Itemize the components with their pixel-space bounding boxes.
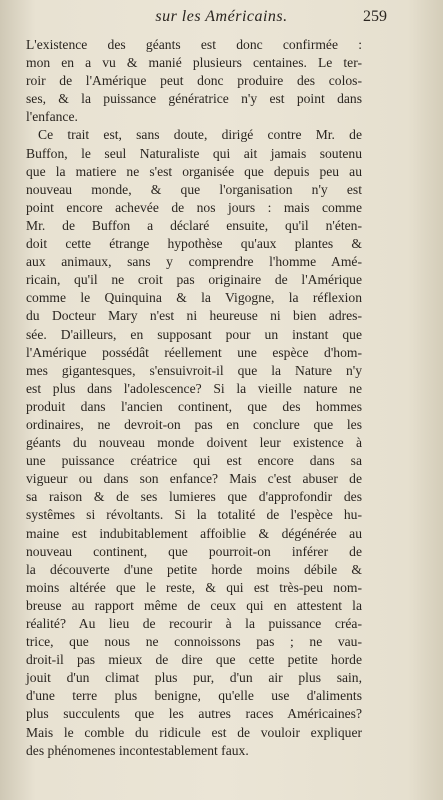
text-line: jouit d'un climat plus pur, d'un air plus sain, — [26, 670, 362, 686]
text-line: Mais le comble du ridicule est de vouloir expliquer — [26, 724, 362, 740]
text-line: comme le Quinquina & la Vigogne, la réflexion — [26, 290, 362, 306]
page-body-text — [26, 36, 362, 760]
text-line: systêmes si révoltants. Si la totalité de l'espèce hu- — [26, 507, 362, 523]
text-line: sa raison & de ses lumieres que d'approfondir des — [26, 489, 362, 505]
text-line: point encore achevée de nos jours : mais comme — [26, 199, 362, 215]
text-line: moins altérée que le reste, & qui est très-peu nom- — [26, 579, 362, 595]
text-line: une puissance créatrice qui est encore dans sa — [26, 453, 362, 469]
text-line: du Docteur Mary n'est ni heureuse ni bien adres- — [26, 308, 362, 324]
text-line: ordinaires, ne devroit-on pas en conclure que les — [26, 416, 362, 432]
text-line: aux animaux, sans y comprendre l'homme Amé- — [26, 254, 362, 270]
text-line: nouveau continent, que pourroit-on inférer de — [26, 543, 362, 559]
text-line: trice, que nous ne connoissons pas ; ne vau- — [26, 634, 362, 650]
text-line: mon en a vu & manié plusieurs centaines. Le ter- — [26, 55, 362, 71]
text-line: d'une terre plus benigne, qu'elle use d'aliments — [26, 688, 362, 704]
text-line: la découverte d'une petite horde moins débile & — [26, 561, 362, 577]
paragraph-continuation — [26, 36, 362, 54]
text-line: nouveau monde, & que l'organisation n'y est — [26, 181, 362, 197]
text-line: des phénomenes incontestablement faux. — [26, 742, 249, 758]
text-line: plus succulents que les autres races Américaines? — [26, 706, 362, 722]
text-line: ses, & la puissance génératrice n'y est point dans — [26, 91, 362, 107]
text-line: produit dans l'ancien continent, que des hommes — [26, 398, 362, 414]
running-head: sur les Américains. — [155, 8, 288, 25]
text-line: roir de l'Amérique peut donc produire des colos- — [26, 73, 362, 89]
text-line: Mr. de Buffon a déclaré ensuite, qu'il n'éten- — [26, 217, 362, 233]
page-number: 259 — [363, 8, 387, 25]
text-line: ricain, qu'il ne croit pas originaire de l'Amérique — [26, 272, 362, 288]
paragraph-1 — [26, 54, 362, 126]
text-line: réalité? Au lieu de recourir à la puissance créa- — [26, 616, 362, 631]
text-line: que la matiere ne s'est organisée que depuis peu au — [26, 163, 362, 179]
text-line: maine est indubitablement affoiblie & dégénérée au — [26, 525, 362, 541]
text-line: mes gigantesques, s'ensuivroit-il que la Nature n'y — [26, 362, 362, 378]
text-line: est plus dans l'adolescence? Si la vieille nature ne — [26, 380, 362, 396]
text-line: l'enfance. — [26, 109, 78, 125]
text-line: sée. D'ailleurs, en supposant pour un instant que — [26, 326, 362, 342]
text-line: droit-il pas mieux de dire que cette petite horde — [26, 652, 362, 668]
text-line: géants du nouveau monde doivent leur existence à — [26, 435, 362, 451]
text-line: Ce trait est, sans doute, dirigé contre Mr. de — [38, 127, 362, 143]
text-line: doit cette étrange hypothèse qu'aux plantes & — [26, 236, 362, 252]
paragraph-2 — [26, 126, 362, 759]
text-line: breuse au rapport même de ceux qui en attestent la — [26, 597, 362, 613]
text-line: vigueur ou dans son enfance? Mais c'est abuser de — [26, 471, 362, 487]
page-header — [0, 8, 443, 30]
text-line: l'Amérique possédât réellement une espèce d'hom- — [26, 344, 362, 360]
text-line: Buffon, le seul Naturaliste qui ait jamais soutenu — [26, 145, 362, 161]
text-line: L'existence des géants est donc confirmée : — [26, 37, 362, 52]
